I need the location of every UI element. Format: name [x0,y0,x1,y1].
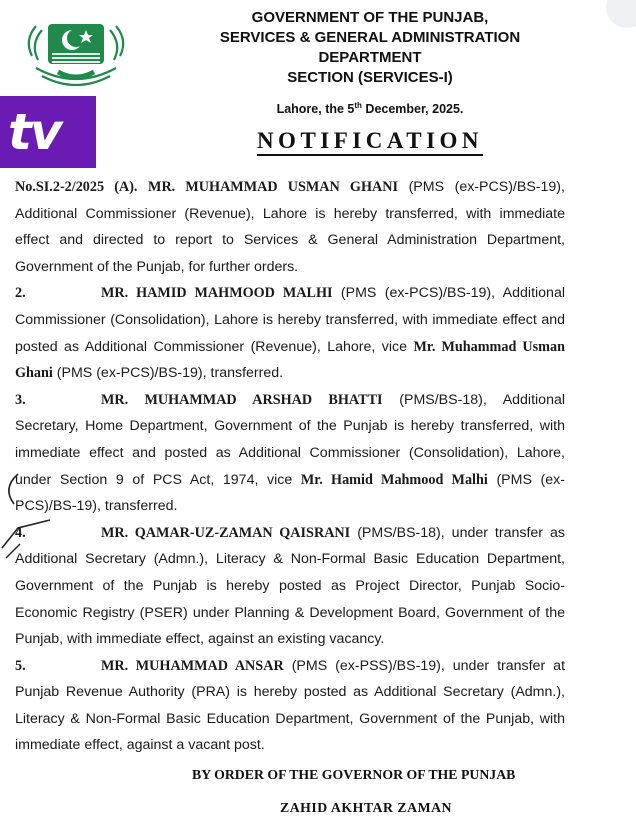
paragraph-number: 5. [15,657,26,674]
officer-reference: Mr. Hamid Mahmood Malhi [300,471,488,488]
handwritten-check-mark [0,470,60,580]
header-line-1: GOVERNMENT OF THE PUNJAB, [251,9,489,26]
paragraph-number: 3. [15,391,26,408]
date-prefix: Lahore, the 5 [276,102,355,117]
department-header [150,8,590,88]
paragraph-text: (PMS (ex-PCS)/BS-19), Additional Commissioner (Revenue), Lahore is hereby transferred, with immediate effect and directed to report to Services & General Administration Department, Government of the Punjab, for further orders. [15,179,565,275]
paragraph-text-end: (PMS (ex-PCS)/BS-19), transferred. [52,365,284,382]
officer-name: MR. MUHAMMAD ARSHAD BHATTI [101,391,383,408]
order-number: No.SI.2-2/2025 (A). [15,179,138,195]
by-order-line: BY ORDER OF THE GOVERNOR OF THE PUNJAB [192,767,516,782]
paragraph-number: 2. [15,285,26,302]
paragraph-1 [15,174,565,280]
paragraph-2 [15,280,565,386]
paragraph-3 [15,387,565,520]
dateline [150,101,590,116]
date-rest: December, 2025. [361,102,464,117]
tv-channel-badge [0,96,96,168]
tv-badge-text: tv [8,103,61,161]
notification-body [15,174,565,759]
paragraph-text: (PMS (ex-PCS)/BS-19), Additional Commissioner (Consolidation), Lahore is hereby transferred, with immediate effect and posted as Additional Commissioner (Revenue), Lahore, vice [15,285,565,355]
corner-decoration [606,0,636,28]
paragraph-4 [15,520,565,653]
officer-name: MR. HAMID MAHMOOD MALHI [101,285,333,302]
paragraph-number: 4. [15,524,26,541]
punjab-government-emblem-icon [22,10,130,92]
header-line-2: SERVICES & GENERAL ADMINISTRATION [219,29,521,46]
officer-name: MR. QAMAR-UZ-ZAMAN QAISRANI [101,524,351,541]
date-suffix-sup: th [354,101,362,110]
notification-title [150,128,590,154]
header-line-4: SECTION (SERVICES-I) [287,69,453,86]
paragraph-5 [15,653,565,759]
signatory-name: ZAHID AKHTAR ZAMAN [280,800,453,815]
header-line-3: DEPARTMENT [318,49,422,66]
notification-title-text: NOTIFICATION [257,128,483,156]
paragraph-text: (PMS (ex-PSS)/BS-19), under transfer at Punjab Revenue Authority (PRA) is hereby posted as Additional Secretary (Admn.), Literacy & Non-Formal Basic Education Department, Government of the Punjab, with immediate effect, against a vacant post. [15,657,566,754]
paragraph-text: (PMS/BS-18), under transfer as Additional Secretary (Admn.), Literacy & Non-Formal Basic Education Department, Government of the Punjab is hereby posted as Project Director, Punjab Socio-Economic Registry (PSER) under Planning & Development Board, Government of the Punjab, with immediate effect, against an existing vacancy. [15,524,565,648]
officer-name: MR. MUHAMMAD ANSAR [101,657,284,674]
paragraph-text-end: (PMS (ex-PCS)/BS-19), transferred. [15,471,565,515]
paragraph-text: (PMS/BS-18), Additional Secretary, Home Department, Government of the Punjab is hereby transferred, with immediate effect and posted as Additional Commissioner (Consolidation), Lahore, under Section 9 of PCS Act, 1974, vice [15,391,566,488]
officer-name: MR. MUHAMMAD USMAN GHANI [148,179,399,195]
officer-reference: Mr. Muhammad Usman Ghani [15,338,565,382]
